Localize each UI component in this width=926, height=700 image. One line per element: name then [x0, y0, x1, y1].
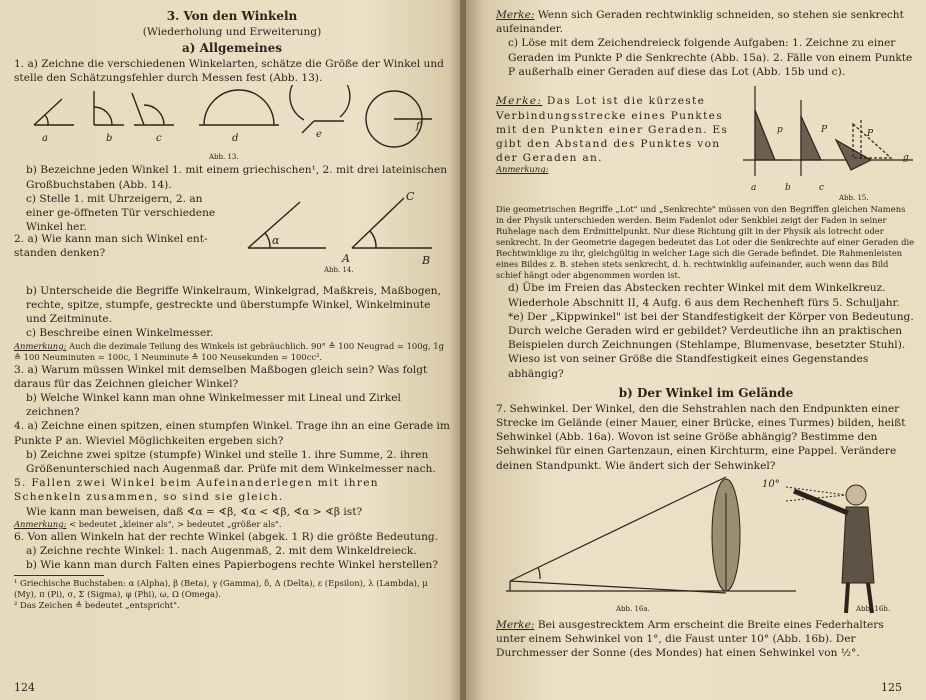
note-decimal-angle	[14, 341, 450, 363]
exercise-3a: 3. a) Warum müssen Winkel mit demselben Maßbogen gleich sein? Was folgt daraus für das Zeichnen gleicher Winkel?	[14, 363, 428, 390]
fig14-label-A: A	[342, 251, 350, 265]
fig15-block	[496, 36, 916, 204]
fig14-label-C: C	[406, 189, 415, 203]
man-pointing-icon	[786, 485, 874, 613]
fig13-caption: Abb. 13.	[209, 153, 239, 162]
exercise-5-question: Wie kann man beweisen, daß ∢α = ∢β, ∢α < ∢β, ∢α > ∢β ist?	[26, 505, 363, 518]
fig13-label-a: a	[42, 133, 48, 145]
fig15-label-b: b	[785, 183, 791, 194]
fig16a-caption: Abb. 16a.	[616, 604, 650, 613]
note-text: Auch die dezimale Teilung des Winkels ist gebräuchlich. 90° ≙ 100 Neugrad = 100g, 1g ≙ 100 Neuminuten = 100c, 1 Neuminute ≙ 100 Neusekunden = 100cc².	[14, 340, 444, 362]
exercise-1a: 1. a) Zeichne die verschiedenen Winkelarten, schätze die Größe der Winkel und stelle den Schätzungsfehler durch Messen fest (Abb. 13).	[14, 58, 444, 85]
chapter-title: 3. Von den Winkeln	[166, 9, 298, 23]
note-label-2: Anmerkung:	[14, 518, 67, 529]
right-page	[466, 0, 926, 700]
merke-lot	[496, 94, 732, 165]
exercise-d: d) Übe im Freien das Abstecken rechter Winkel mit dem Winkelkreuz. Wiederhole Abschnitt II, 4 Aufg. 6 aus dem Rechenheft fürs 5. Schuljahr.	[508, 282, 900, 309]
fig15-label-P2: P	[867, 129, 874, 140]
exercise-c: c) Löse mit dem Zeichendreieck folgende Aufgaben: 1. Zeichne zu einer Geraden im Punkte P die Senkrechte (Abb. 15a). 2. Fälle von einem Punkte P außerhalb einer Geraden auf diese das Lot (Abb. 15b und c).	[508, 37, 913, 78]
fig16b-caption: Abb. 16b.	[856, 604, 891, 613]
fig15-label-p: p	[777, 125, 783, 136]
section-heading-a: a) Allgemeines	[181, 41, 283, 55]
exercise-e: *e) Der „Kippwinkel" ist bei der Standfestigkeit der Körper von Bedeutung. Durch welche Geraden wird er gebildet? Verdeutliche ihn an praktischen Beispielen durch Zeichnungen (Stehlampe, Blumenvase, besetzter Stuhl). Wieso ist von seiner Größe die Standfestigkeit eines Gegenstandes abhängig?	[508, 310, 914, 380]
note-lot-start	[496, 164, 736, 175]
fig14-caption: Abb. 14.	[324, 265, 354, 274]
fig13-label-e: e	[316, 129, 322, 141]
note-lot-physics: Die geometrischen Begriffe „Lot" und „Senkrechte" müssen von den Begriffen gleichen Namens in der Physik unterschieden werden. Beim Fadenlot oder Senkblei zeigt der Faden in seiner Ruhelage nach dem Erdmittelpunkt. Nur diese Richtung gilt in der Physik als lotrecht oder senkrecht. In der Geometrie dagegen bedeutet das Lot oder die Senkrechte auf einer Geraden die Rechtwinklige zu ihr, gleichgültig in welcher Lage sich die Gerade befindet. Die Rahmenleisten eines Bildes z. B. stehen stets senkrecht, d. h. rechtwinklig aufeinander, auch wenn das Bild schief hängt oder abgenommen worden ist.	[496, 204, 915, 281]
fig13-label-c: c	[156, 133, 162, 145]
merke-perpendicular	[496, 8, 916, 36]
exercise-6: 6. Von allen Winkeln hat der rechte Winkel (abgek. 1 R) die größte Bedeutung.	[14, 530, 439, 543]
figure-15-perpendiculars	[741, 80, 916, 204]
fig13-label-f: f	[416, 121, 420, 133]
merke-label-3: Merke:	[496, 618, 535, 631]
figure-16-visual-angle	[496, 473, 916, 618]
fig15-label-a: a	[751, 183, 757, 194]
section-heading-b: b) Der Winkel im Gelände	[618, 385, 794, 400]
note-text-2: < bedeutet „kleiner als", > bedeutet „größer als".	[69, 518, 282, 529]
exercise-2c: c) Beschreibe einen Winkelmesser.	[26, 327, 214, 340]
fig15-label-g: g	[903, 153, 909, 164]
fig15-label-P1: P	[821, 125, 828, 136]
fig15-caption: Abb. 15.	[839, 194, 869, 203]
fig13-label-d: d	[232, 133, 239, 145]
merke-lot-text: Das Lot ist die kürzeste Verbindungsstrecke eines Punktes mit den Punkten einer Geraden. Es gibt den Abstand des Punktes von der Geraden an.	[496, 95, 729, 165]
merke-visual-angle	[496, 618, 916, 661]
left-page	[0, 0, 462, 700]
merke-label: Merke:	[496, 9, 535, 21]
exercise-6a: a) Zeichne rechte Winkel: 1. nach Augenmaß, 2. mit dem Winkeldreieck.	[26, 545, 417, 558]
exercise-7: 7. Sehwinkel. Der Winkel, den die Sehstrahlen nach den Endpunkten einer Strecke im Gelände (einer Mauer, einer Brücke, eines Turmes) bilden, heißt Sehwinkel (Abb. 16a). Wovon ist seine Größe abhängig? Bestimme den Sehwinkel für einen Gartenzaun, einen Kirchturm, eine Pappel. Verändere deinen Standpunkt. Wie ändert sich der Sehwinkel?	[496, 402, 906, 472]
exercise-1c-2a-block	[14, 189, 450, 284]
note-label-3: Anmerkung:	[496, 164, 549, 175]
exercise-6b: b) Wie kann man durch Falten eines Papierbogens rechte Winkel herstellen?	[26, 559, 439, 572]
exercise-1c: c) Stelle 1. mit Uhrzeigern, 2. an einer ge-öffneten Tür verschiedene Winkel her.	[26, 192, 216, 234]
page-number-left: 124	[14, 681, 35, 694]
exercise-2b: b) Unterscheide die Begriffe Winkelraum, Winkelgrad, Maßkreis, Maßbogen, rechte, spitze, stumpfe, gestreckte und überstumpfe Winkel, Winkelminute und Zeitminute.	[26, 284, 441, 326]
page-number-right: 125	[881, 681, 902, 694]
merke-text: Wenn sich Geraden rechtwinklig schneiden, so stehen sie senkrecht aufeinander.	[496, 9, 904, 36]
footnote-2: ² Das Zeichen ≙ bedeutet „entspricht".	[14, 600, 180, 611]
note-label: Anmerkung:	[14, 340, 67, 351]
exercise-2a: 2. a) Wie kann man sich Winkel ent-standen denken?	[14, 232, 208, 260]
chapter-subtitle: (Wiederholung und Erweiterung)	[142, 26, 322, 38]
fig14-label-alpha: α	[272, 233, 280, 247]
exercise-4a: 4. a) Zeichne einen spitzen, einen stumpfen Winkel. Trage ihn an eine Gerade im Punkte P an. Wieviel Möglichkeiten ergeben sich?	[14, 420, 450, 447]
fig15-label-c: c	[819, 183, 825, 194]
exercise-1b: b) Bezeichne jeden Winkel 1. mit einem griechischen¹, 2. mit drei lateinischen Großbuchstaben (Abb. 14).	[26, 164, 448, 191]
note-comparison-signs	[14, 519, 450, 530]
footnote-rule	[14, 575, 104, 576]
merke-visual-angle-text: Bei ausgestrecktem Arm erscheint die Breite eines Federhalters unter einem Sehwinkel von 1°, die Faust unter 10° (Abb. 16b). Der Durchmesser der Sonne (des Mondes) hat einen Sehwinkel von ½°.	[496, 618, 884, 660]
exercise-5: 5. Fallen zwei Winkel beim Aufeinanderlegen mit ihren Schenkeln zusammen, so sind sie gleich.	[14, 477, 379, 504]
figure-13-angle-types	[14, 85, 444, 163]
fig14-label-B: B	[422, 253, 431, 267]
merke-label-2: Merke:	[496, 95, 543, 108]
fig13-label-b: b	[106, 133, 113, 145]
tree-icon	[712, 479, 740, 591]
fig16-label-10deg: 10°	[762, 478, 780, 490]
exercise-3b: b) Welche Winkel kann man ohne Winkelmesser mit Lineal und Zirkel zeichnen?	[26, 392, 401, 419]
footnote-1: ¹ Griechische Buchstaben: α (Alpha), β (Beta), γ (Gamma), δ, Δ (Delta), ε (Epsilon), λ (Lambda), μ (My), π (Pi), σ, Σ (Sigma), φ (Phi), ω, Ω (Omega).	[14, 578, 428, 600]
exercise-4b: b) Zeichne zwei spitze (stumpfe) Winkel und stelle 1. ihre Summe, 2. ihren Größenunterschied nach Augenmaß dar. Prüfe mit dem Winkelmesser nach.	[26, 448, 436, 476]
figure-14-angles	[236, 188, 436, 274]
